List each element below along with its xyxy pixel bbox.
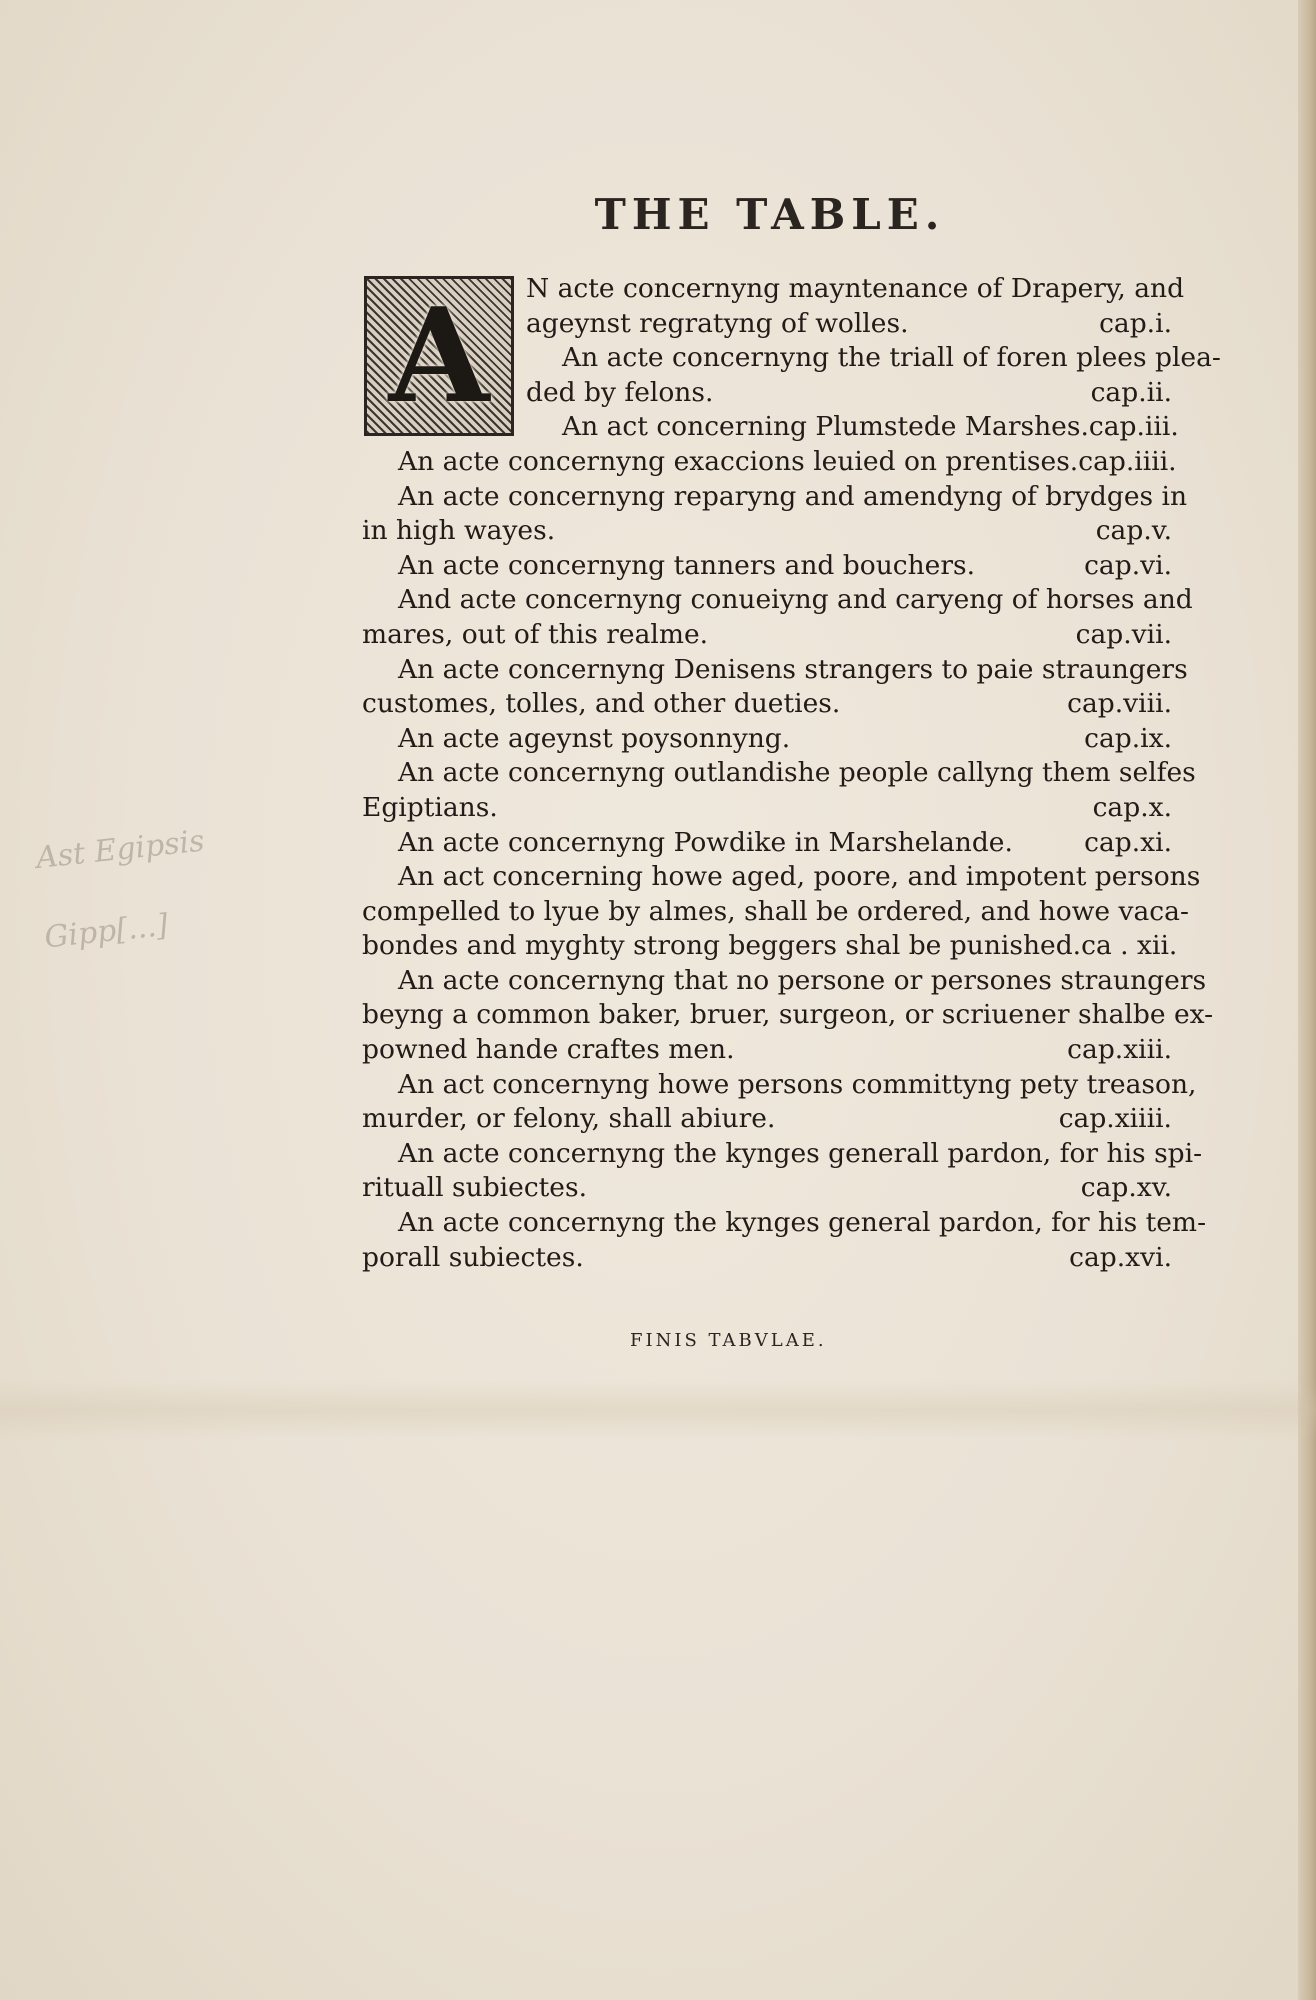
entry-text: ded by felons. bbox=[526, 376, 714, 408]
table-entry bbox=[362, 445, 1177, 480]
chapter-number: cap.xiii. bbox=[1067, 1034, 1172, 1066]
table-entry bbox=[362, 583, 1193, 652]
entry-text: bondes and myghty strong beggers shal be punished. bbox=[362, 930, 1082, 962]
chapter-number: cap.xv. bbox=[1080, 1172, 1172, 1204]
entry-line bbox=[362, 480, 1188, 515]
entry-line bbox=[362, 826, 1172, 861]
entry-line bbox=[362, 653, 1188, 688]
chapter-number: cap.xiiii. bbox=[1058, 1103, 1172, 1135]
entry-line bbox=[362, 964, 1207, 999]
page-title: THE TABLE. bbox=[594, 190, 946, 239]
entry-line bbox=[362, 687, 1172, 722]
entry-line bbox=[526, 341, 1221, 376]
margin-annotation bbox=[32, 802, 217, 979]
entry-line bbox=[362, 514, 1172, 549]
entry-text: An acte concernyng the kynges general pardon, for his tem- bbox=[398, 1207, 1207, 1239]
initial-letter: A bbox=[388, 278, 490, 432]
chapter-number: cap.xvi. bbox=[1069, 1241, 1172, 1273]
entry-text: N acte concernyng mayntenance of Drapery, and bbox=[526, 273, 1185, 304]
table-entry bbox=[362, 549, 1172, 584]
table-entry bbox=[362, 860, 1201, 964]
chapter-number: cap.vi. bbox=[1084, 549, 1172, 581]
entry-text: An act concerning Plumstede Marshes. bbox=[562, 411, 1089, 443]
entry-text: An acte concernyng outlandishe people callyng them selfes bbox=[398, 757, 1196, 789]
table-entry bbox=[362, 756, 1196, 825]
entry-line bbox=[526, 410, 1179, 445]
entry-text: mares, out of this realme. bbox=[362, 618, 709, 650]
entry-line bbox=[526, 307, 1172, 342]
entry-text: And acte concernyng conueiyng and caryeng of horses and bbox=[398, 584, 1193, 616]
entry-line bbox=[362, 756, 1196, 791]
entry-text: murder, or felony, shall abiure. bbox=[362, 1103, 776, 1135]
chapter-number: cap.vii. bbox=[1075, 618, 1172, 650]
entry-line bbox=[362, 618, 1172, 653]
entry-line bbox=[362, 1068, 1197, 1103]
entry-line bbox=[362, 1206, 1207, 1241]
entry-text: rituall subiectes. bbox=[362, 1172, 588, 1204]
entry-line bbox=[362, 929, 1178, 964]
entry-text: An acte concernyng exaccions leuied on prentises. bbox=[398, 445, 1079, 477]
entry-text: beyng a common baker, bruer, surgeon, or scriuener shalbe ex- bbox=[362, 999, 1214, 1031]
entry-line bbox=[362, 445, 1177, 480]
entry-text: An acte ageynst poysonnyng. bbox=[398, 722, 791, 754]
entry-text: powned hande craftes men. bbox=[362, 1034, 735, 1066]
entry-line bbox=[362, 1102, 1172, 1137]
entry-text: An act concerning howe aged, poore, and impotent persons bbox=[398, 861, 1201, 893]
entry-text: An acte concernyng that no persone or persones straungers bbox=[398, 964, 1207, 996]
entry-line bbox=[526, 272, 1185, 307]
chapter-number: cap.x. bbox=[1092, 791, 1172, 823]
entry-line bbox=[362, 895, 1189, 930]
entry-text: compelled to lyue by almes, shall be ordered, and howe vaca- bbox=[362, 895, 1189, 927]
table-entry bbox=[362, 826, 1172, 861]
entry-line bbox=[362, 1137, 1203, 1172]
table-entry bbox=[362, 722, 1172, 757]
entry-text: An act concernyng howe persons committyng pety treason, bbox=[398, 1068, 1197, 1100]
paper-stain bbox=[0, 1380, 1316, 1440]
chapter-number: cap.iii. bbox=[1088, 411, 1179, 443]
table-entry bbox=[362, 653, 1188, 722]
entry-line bbox=[362, 583, 1193, 618]
entry-line bbox=[526, 376, 1172, 411]
entry-line bbox=[362, 549, 1172, 584]
table-entry bbox=[362, 1068, 1197, 1137]
chapter-number: cap.ii. bbox=[1090, 376, 1172, 408]
decorated-initial bbox=[364, 276, 514, 436]
entry-text: An acte concernyng Denisens strangers to paie straungers bbox=[398, 653, 1188, 685]
entry-text: An acte concernyng the kynges generall pardon, for his spi- bbox=[398, 1137, 1203, 1169]
entry-line bbox=[362, 998, 1214, 1033]
chapter-number: cap.viii. bbox=[1067, 688, 1172, 720]
entry-text: customes, tolles, and other dueties. bbox=[362, 688, 841, 720]
entry-line bbox=[362, 1033, 1172, 1068]
chapter-number: cap.ix. bbox=[1084, 722, 1172, 754]
page-edge bbox=[1298, 0, 1316, 2000]
entry-text: ageynst regratyng of wolles. bbox=[526, 307, 909, 339]
entry-text: An acte concernyng reparyng and amendyng of brydges in bbox=[398, 480, 1188, 512]
table-entry bbox=[362, 1206, 1207, 1275]
margin-note-line-1: Ast Egipsis bbox=[34, 823, 207, 876]
entry-text: in high wayes. bbox=[362, 515, 556, 547]
chapter-number: cap.iiii. bbox=[1078, 445, 1177, 477]
entry-line bbox=[362, 1241, 1172, 1276]
entry-line bbox=[362, 860, 1201, 895]
entry-text: Egiptians. bbox=[362, 791, 498, 823]
finis-label: FINIS TABVLAE. bbox=[630, 1330, 827, 1351]
chapter-number: cap.xi. bbox=[1084, 826, 1172, 858]
entry-text: An acte concernyng tanners and bouchers. bbox=[398, 549, 976, 581]
entry-text: porall subiectes. bbox=[362, 1241, 584, 1273]
entry-line bbox=[362, 791, 1172, 826]
table-of-acts bbox=[362, 272, 1221, 1275]
table-entry bbox=[362, 1137, 1203, 1206]
entry-text: An acte concernyng Powdike in Marshelande. bbox=[398, 826, 1013, 858]
table-entry bbox=[362, 480, 1188, 549]
chapter-number: cap.i. bbox=[1099, 307, 1172, 339]
chapter-number: ca . xii. bbox=[1081, 930, 1178, 962]
chapter-number: cap.v. bbox=[1095, 515, 1172, 547]
entry-line bbox=[362, 1171, 1172, 1206]
margin-note-line-2: Gipp[...] bbox=[42, 907, 170, 956]
entry-line bbox=[362, 722, 1172, 757]
table-entry bbox=[362, 964, 1214, 1068]
entry-text: An acte concernyng the triall of foren plees plea- bbox=[562, 342, 1221, 374]
